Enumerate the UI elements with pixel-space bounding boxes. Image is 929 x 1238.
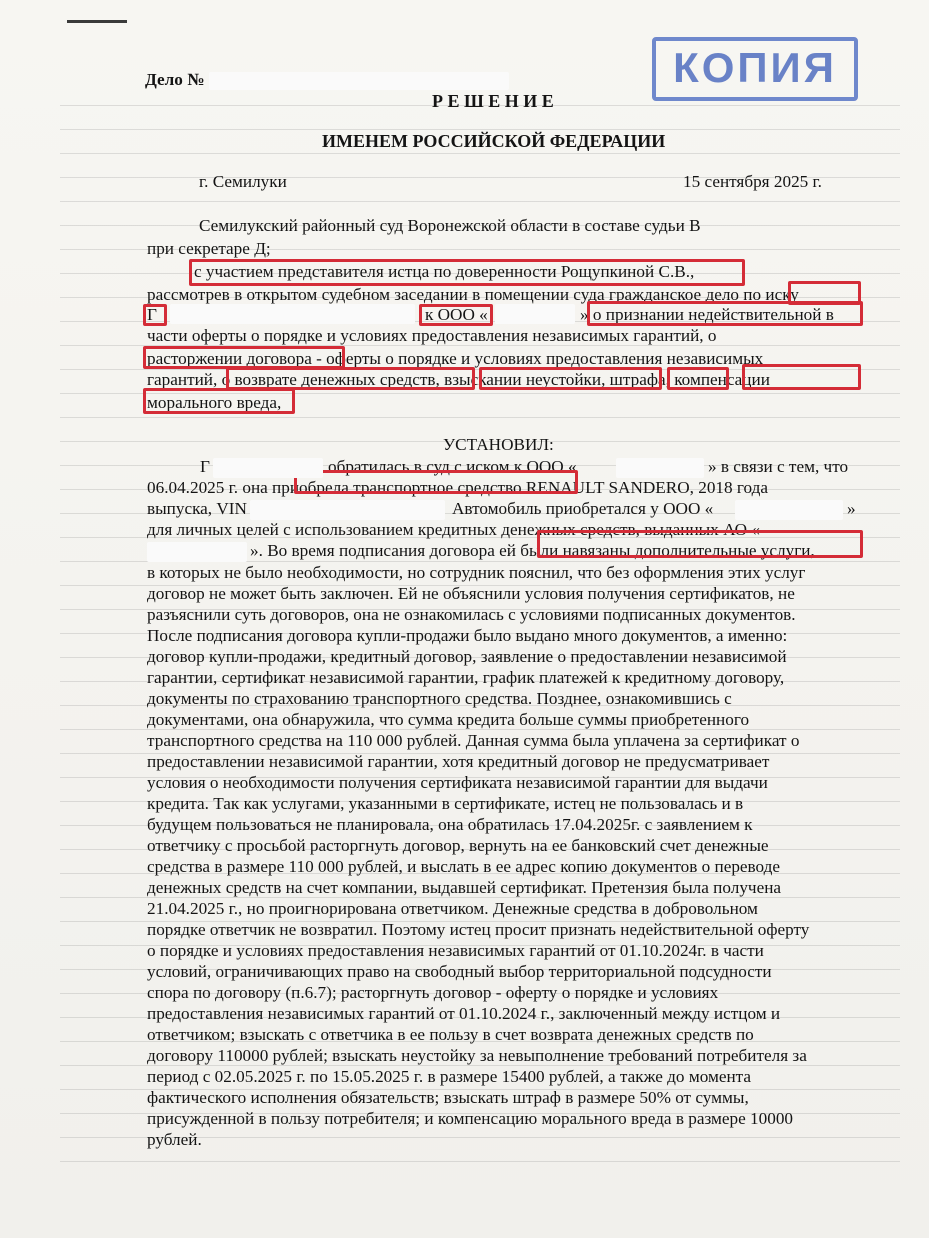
intro-line-5-end: » о признании недействительной в (580, 305, 834, 324)
body-line-5: ». Во время подписания договора ей были навязаны дополнительные услуги, (250, 541, 815, 560)
body-line: в которых не было необходимости, но сотрудник пояснил, что без оформления этих услуг (147, 563, 806, 582)
highlight-vehicle-purchase (294, 470, 578, 494)
decision-title: Р Е Ш Е Н И Е (432, 91, 554, 111)
decision-date: 15 сентября 2025 г. (683, 172, 822, 191)
highlight-representative (189, 259, 745, 286)
body-line: фактического исполнения обязательств; взыскать штраф в размере 50% от суммы, (147, 1088, 749, 1107)
body-line: условия о необходимости получения сертификата независимой гарантии для выдачи (147, 773, 768, 792)
intro-line-7: расторжении договора - оферты о порядке и условиях предоставления независимых (147, 349, 764, 368)
body-line-3-end: » (847, 499, 856, 518)
body-line: После подписания договора купли-продажи было выдано много документов, а именно: (147, 626, 788, 645)
body-line: документы по страхованию транспортного средства. Позднее, ознакомившись с (147, 689, 732, 708)
redacted-seller-name (735, 500, 843, 520)
intro-line-9: морального вреда, (147, 393, 282, 412)
redacted-case-number (209, 72, 509, 90)
redacted-plaintiff-name (170, 304, 415, 324)
body-line-3-start: выпуска, VIN (147, 499, 247, 518)
body-line: кредита. Так как услугами, указанными в сертификате, истец не пользовалась и в (147, 794, 744, 813)
body-line: спора по договору (п.6.7); расторгнуть договор - оферту о порядке и условиях (147, 983, 719, 1002)
body-line: предоставлении независимой гарантии, хотя кредитный договор не предусматривает (147, 752, 770, 771)
body-line: порядке ответчик не возвратил. Поэтому истец просит признать недействительной оферту (147, 920, 810, 939)
body-line-1-mid: обратилась в суд с иском к ООО « (328, 457, 577, 476)
body-line: документами, она обнаружила, что сумма кредита больше суммы приобретенного (147, 710, 750, 729)
highlight-penalty (479, 367, 662, 390)
body-line: предоставления независимых гарантий от 01.10.2024 г., заключенный между истцом и (147, 1004, 781, 1023)
intro-line-3: с участием представителя истца по доверенности Рощупкиной С.В., (194, 262, 695, 281)
copy-stamp: КОПИЯ (652, 37, 858, 101)
redacted-vin (250, 500, 445, 520)
redacted-plaintiff-name-2 (213, 458, 323, 478)
intro-line-6: части оферты о порядке и условиях предоставления независимых гарантий, о (147, 326, 717, 345)
body-line: условий, ограничивающих право на свободный выбор территориальной подсудности (147, 962, 772, 981)
decision-subtitle: ИМЕНЕМ РОССИЙСКОЙ ФЕДЕРАЦИИ (322, 131, 666, 151)
intro-line-2: при секретаре Д; (147, 239, 271, 258)
body-line-3-mid: Автомобиль приобретался у ООО « (452, 499, 714, 518)
case-number-label: Дело № (145, 70, 509, 90)
body-line: разъяснили суть договоров, она не ознакомилась с условиями подписанных документов. (147, 605, 796, 624)
intro-line-5-org: к ООО « (425, 305, 488, 324)
body-line: ответчиком; взыскать с ответчика в ее пользу в счет возврата денежных средств по (147, 1025, 754, 1044)
body-line: транспортного средства на 110 000 рублей. Данная сумма была уплачена за сертификат о (147, 731, 800, 750)
body-line: присужденной в пользу потребителя; и компенсацию морального вреда в размере 10000 (147, 1109, 794, 1128)
body-line: 21.04.2025 г., но проигнорирована ответчиком. Денежные средства в добровольном (147, 899, 758, 918)
highlight-imposed-services (537, 530, 863, 558)
highlight-compensation (742, 364, 861, 390)
intro-line-5: Г (147, 305, 157, 324)
highlight-moral-damage (143, 388, 295, 414)
body-line: будущем пользоваться не планировала, она обратилась 17.04.2025г. с заявлением к (147, 815, 753, 834)
body-line: договору 110000 рублей; взыскать неустойку за невыполнение требований потребителя за (147, 1046, 807, 1065)
body-line: договор купли-продажи, кредитный договор, заявление о предоставлении независимой (147, 647, 787, 666)
body-line: денежных средств на счет компании, выдавшей сертификат. Претензия была получена (147, 878, 782, 897)
intro-line-8: гарантий, о возврате денежных средств, взыскании неустойки, штрафа, компенсации (147, 370, 770, 389)
body-line: договор не может быть заключен. Ей не объяснили условия получения сертификатов, не (147, 584, 795, 603)
established-heading: УСТАНОВИЛ: (443, 435, 554, 454)
highlight-termination (143, 346, 345, 369)
body-line: рублей. (147, 1130, 202, 1149)
city: г. Семилуки (199, 172, 287, 191)
body-line-4: для личных целей с использованием кредитных денежных средств, выданных АО « (147, 520, 760, 539)
intro-line-4: рассмотрев в открытом судебном заседании в помещении суда гражданское дело по иску (147, 285, 799, 304)
redacted-bank-name (147, 542, 247, 562)
highlight-plaintiff (143, 304, 167, 326)
body-line-1-start: Г (200, 457, 210, 476)
highlight-defendant (419, 304, 493, 326)
body-line-2: 06.04.2025 г. она приобрела транспортное средство RENAULT SANDERO, 2018 года (147, 478, 769, 497)
body-line: период с 02.05.2025 г. по 15.05.2025 г. в размере 15400 рублей, а также до момента (147, 1067, 752, 1086)
highlight-refund (226, 367, 475, 390)
scan-mark (67, 20, 127, 23)
highlight-invalidity (587, 301, 863, 326)
body-line: о порядке и условиях предоставления независимых гарантий от 01.10.2024г. в части (147, 941, 764, 960)
body-line: гарантии, сертификат независимой гарантии, график платежей к кредитному договору, (147, 668, 785, 687)
redacted-company-name-2 (616, 458, 704, 478)
highlight-fine (667, 367, 729, 390)
body-line: средства в размере 110 000 рублей, и выслать в ее адрес копию документов о переводе (147, 857, 781, 876)
body-line-1-end: » в связи с тем, что (708, 457, 849, 476)
redacted-company-name (495, 304, 575, 324)
intro-line-1: Семилукский районный суд Воронежской области в составе судьи В (199, 216, 701, 235)
body-line: ответчику с просьбой расторгнуть договор, вернуть на ее банковский счет денежные (147, 836, 769, 855)
